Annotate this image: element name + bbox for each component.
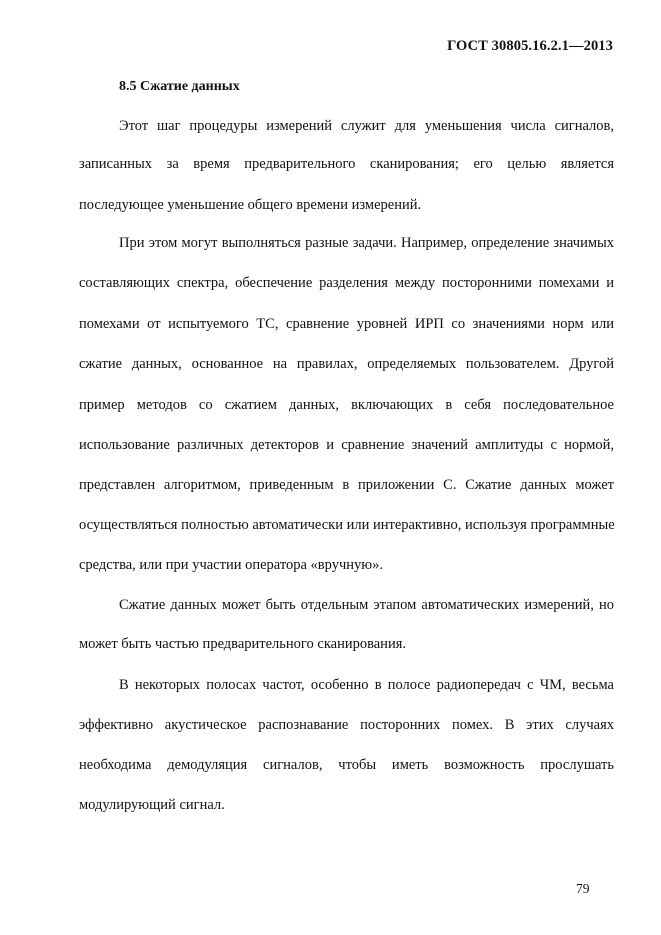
paragraph-line: записанных за время предварительного сканирования; его целью является <box>79 156 614 172</box>
paragraph-line: осуществляться полностью автоматически или интерактивно, используя программные <box>79 517 615 533</box>
document-standard-header: ГОСТ 30805.16.2.1—2013 <box>447 38 613 54</box>
paragraph-line: может быть частью предварительного сканирования. <box>79 636 407 652</box>
section-title: 8.5 Сжатие данных <box>119 79 240 94</box>
paragraph-line: эффективно акустическое распознавание посторонних помех. В этих случаях <box>79 717 614 733</box>
paragraph-line: пример методов со сжатием данных, включающих в себя последовательное <box>79 397 614 413</box>
paragraph-line: помехами от испытуемого ТС, сравнение уровней ИРП со значениями норм или <box>79 316 614 332</box>
paragraph-line: средства, или при участии оператора «вручную». <box>79 557 383 573</box>
paragraph-line: последующее уменьшение общего времени измерений. <box>79 197 422 213</box>
paragraph-line: При этом могут выполняться разные задачи. Например, определение значимых <box>119 235 614 251</box>
page-number: 79 <box>576 881 590 896</box>
paragraph-line: использование различных детекторов и сравнение значений амплитуды с нормой, <box>79 437 614 453</box>
paragraph-line: представлен алгоритмом, приведенным в приложении С. Сжатие данных может <box>79 477 614 493</box>
paragraph-line: В некоторых полосах частот, особенно в полосе радиопередач с ЧМ, весьма <box>119 677 614 693</box>
paragraph-line: Сжатие данных может быть отдельным этапом автоматических измерений, но <box>119 597 614 613</box>
paragraph-line: Этот шаг процедуры измерений служит для уменьшения числа сигналов, <box>119 118 614 134</box>
paragraph-line: сжатие данных, основанное на правилах, определяемых пользователем. Другой <box>79 356 614 372</box>
paragraph-line: модулирующий сигнал. <box>79 797 225 813</box>
paragraph-line: составляющих спектра, обеспечение разделения между посторонними помехами и <box>79 275 614 291</box>
paragraph-line: необходима демодуляция сигналов, чтобы иметь возможность прослушать <box>79 757 614 773</box>
